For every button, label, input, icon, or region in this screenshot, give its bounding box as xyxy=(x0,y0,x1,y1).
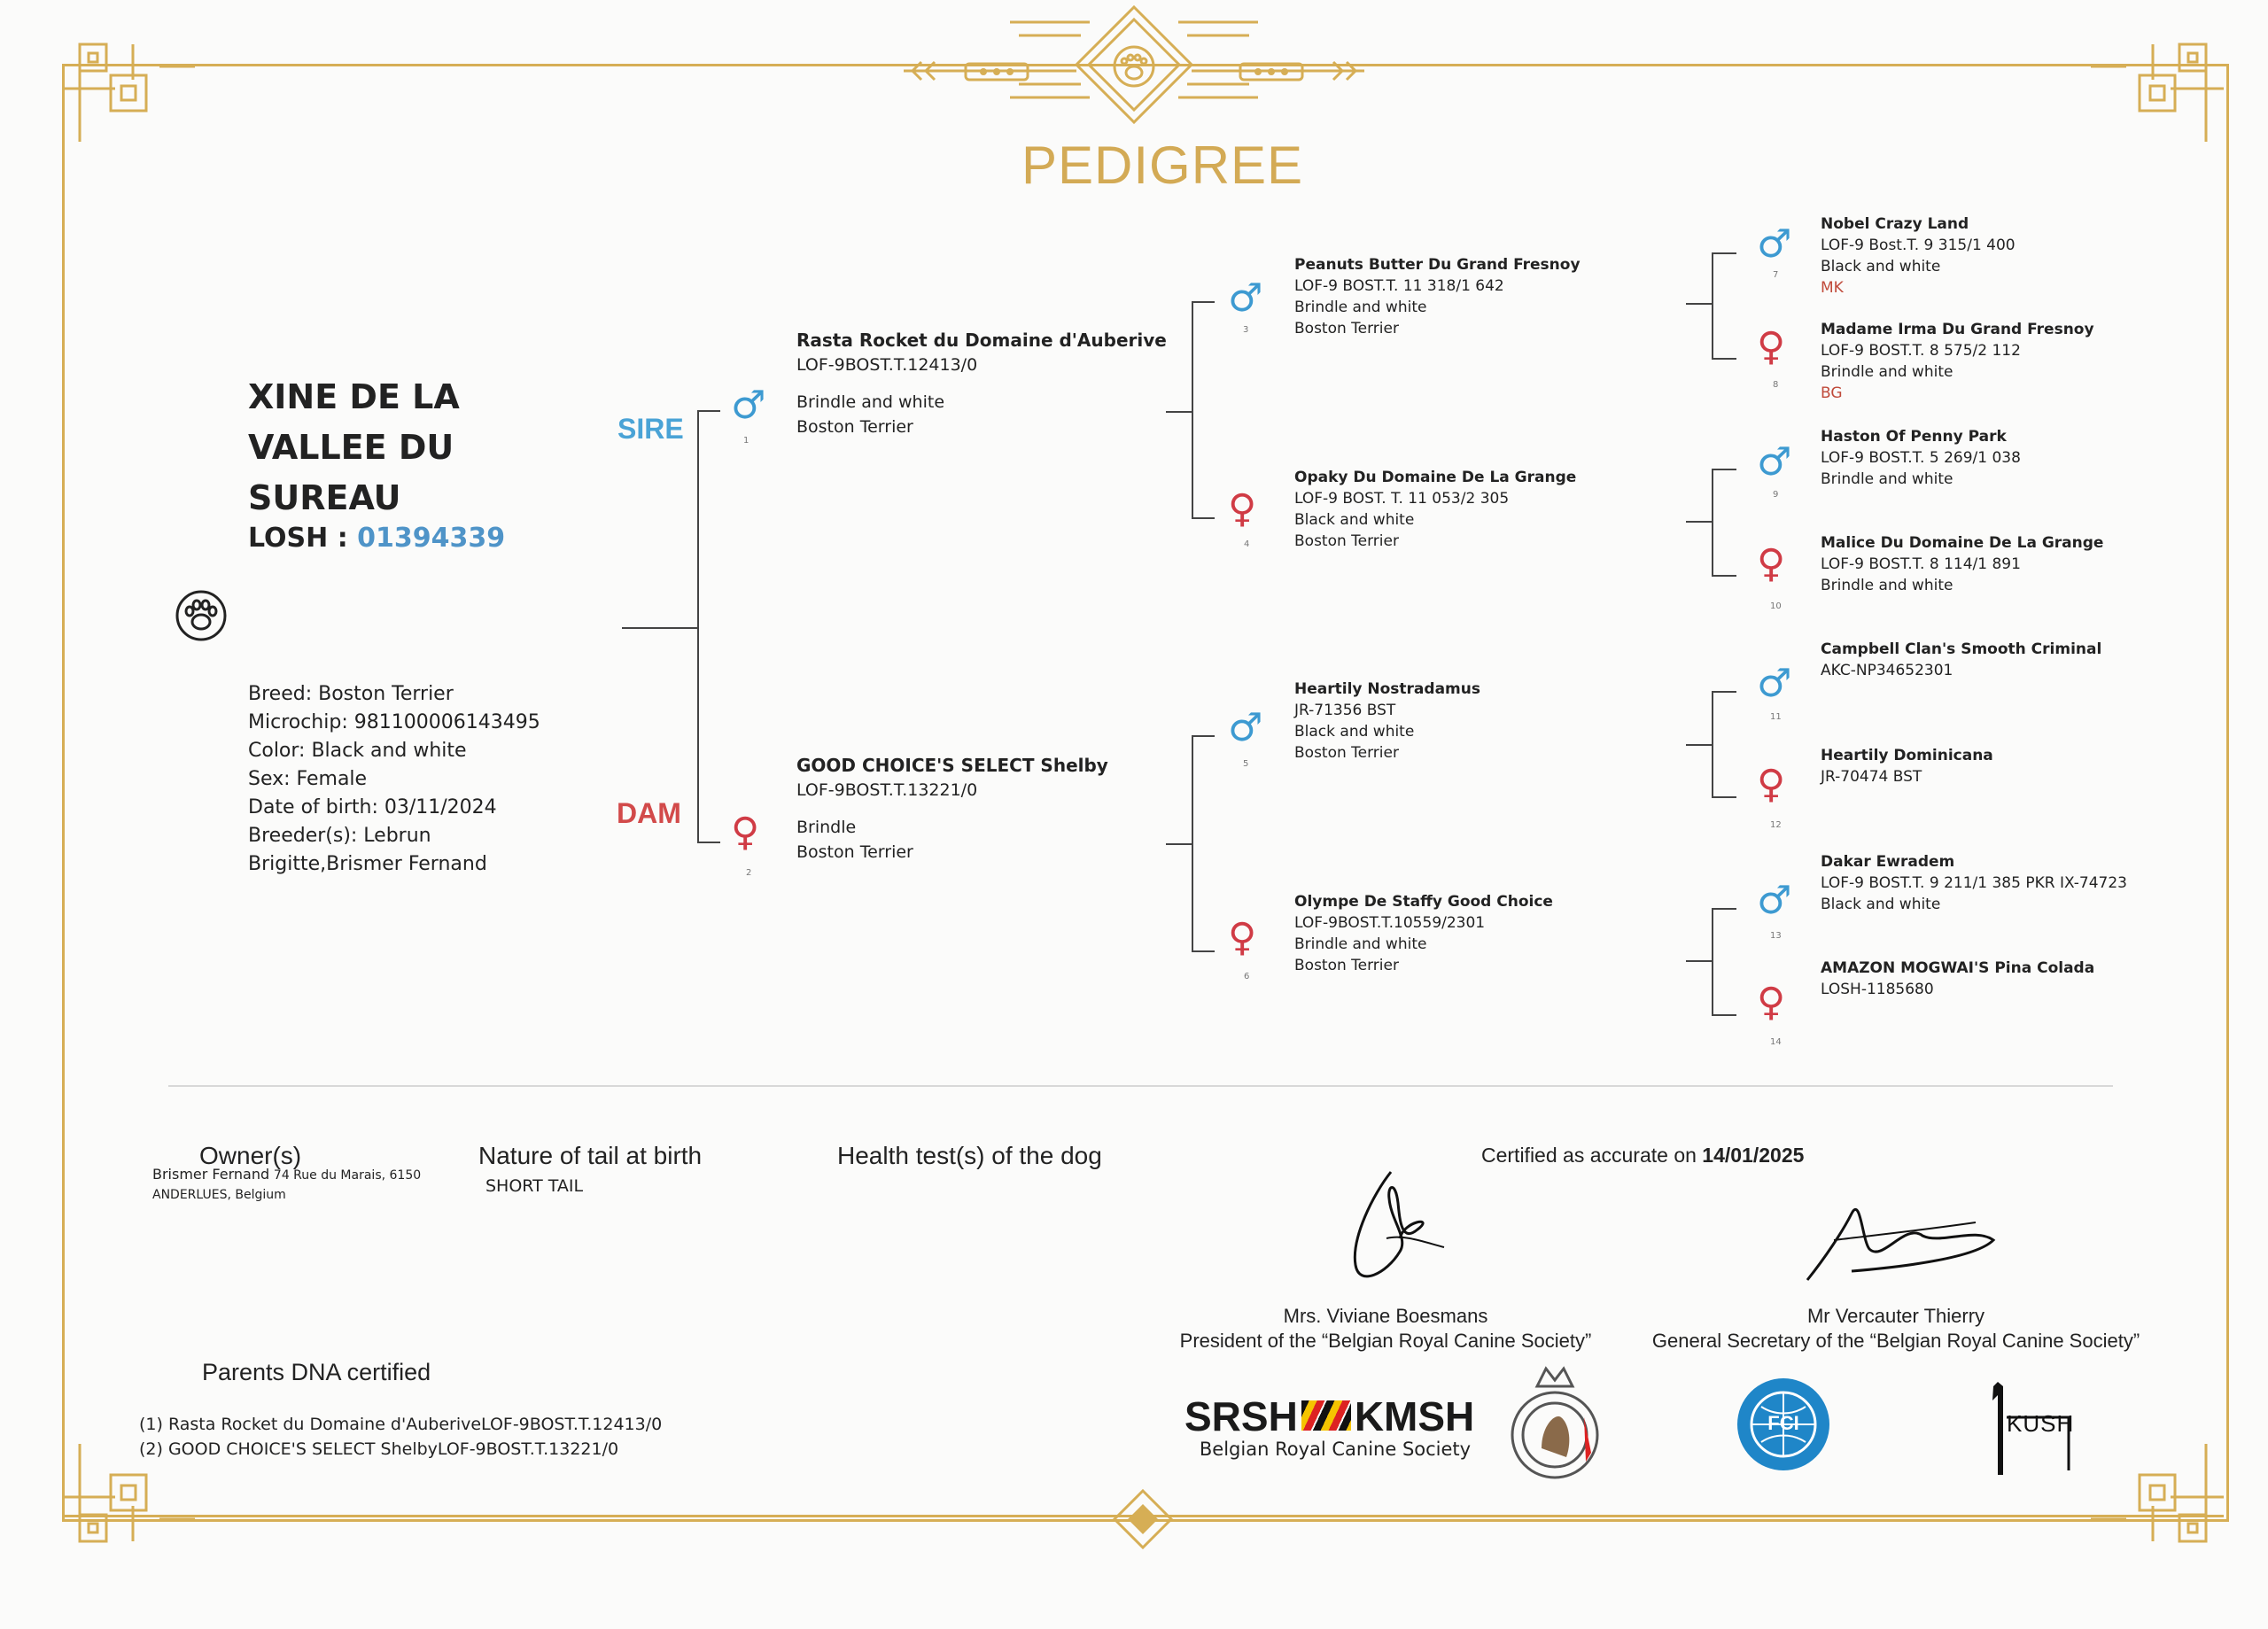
pedigree-index: 6 xyxy=(1244,972,1250,981)
tree-line xyxy=(1712,908,1736,910)
parent-sire xyxy=(796,328,1167,439)
pedigree-index: 1 xyxy=(743,436,750,446)
female-icon: ♀ xyxy=(731,810,760,855)
bottom-diamond-ornament xyxy=(1112,1488,1174,1550)
great-grandparent xyxy=(1821,639,2101,681)
tree-line xyxy=(1192,735,1215,737)
dog-color: Black and white xyxy=(1821,258,1941,275)
sire-label: SIRE xyxy=(617,413,684,445)
female-icon: ♀ xyxy=(1757,541,1786,586)
signatory-title: General Secretary of the “Belgian Royal Canine Society” xyxy=(1651,1330,2140,1352)
female-icon: ♀ xyxy=(1757,762,1786,807)
dog-breed: Boston Terrier xyxy=(796,842,913,862)
dna-line-1: (1) Rasta Rocket du Domaine d'AuberiveLOF-9BOST.T.12413/0 xyxy=(139,1415,663,1434)
tree-line xyxy=(1192,735,1193,951)
grandparent xyxy=(1294,467,1576,552)
tree-line xyxy=(1712,575,1736,577)
kmsh-text: KMSH xyxy=(1354,1393,1475,1439)
losh-value: 01394339 xyxy=(357,523,506,554)
dog-color: Brindle and white xyxy=(1821,577,1953,594)
belgian-flag-stripes-icon xyxy=(1301,1400,1351,1431)
parent-dam xyxy=(796,753,1108,865)
male-icon: ♂ xyxy=(1757,439,1792,485)
tree-line xyxy=(1192,950,1215,952)
tree-line xyxy=(1686,744,1713,746)
dog-registration: LOSH-1185680 xyxy=(1821,981,1934,998)
grandparent xyxy=(1294,891,1553,976)
pedigree-index: 4 xyxy=(1244,539,1250,549)
tree-line xyxy=(1686,960,1713,962)
male-icon: ♂ xyxy=(1228,705,1263,750)
male-icon: ♂ xyxy=(1757,221,1792,267)
dog-name: AMAZON MOGWAI'S Pina Colada xyxy=(1821,959,2095,977)
tree-line xyxy=(1192,301,1193,518)
great-grandparent xyxy=(1821,958,2094,1000)
signature-secretary xyxy=(1798,1187,2002,1293)
dog-registration: LOF-9 BOST.T. 9 211/1 385 PKR IX-74723 xyxy=(1821,874,2127,892)
dog-name: XINE DE LA VALLEE DU SUREAU xyxy=(248,377,460,517)
dog-name: Dakar Ewradem xyxy=(1821,853,1955,871)
tree-line xyxy=(1192,301,1215,303)
dog-title: BG xyxy=(1821,384,1843,402)
tree-line xyxy=(1712,252,1736,254)
signatory-name: Mr Vercauter Thierry xyxy=(1806,1305,1985,1327)
signatory-secretary xyxy=(1639,1304,2153,1354)
fci-label: FCI xyxy=(1767,1412,1799,1434)
royal-seal-icon xyxy=(1506,1364,1604,1488)
pedigree-index: 7 xyxy=(1773,270,1779,280)
signatory-title: President of the “Belgian Royal Canine Society” xyxy=(1179,1330,1592,1352)
srsh-subtitle: Belgian Royal Canine Society xyxy=(1199,1439,1472,1460)
dog-name: Haston Of Penny Park xyxy=(1821,428,2007,446)
dog-registration: LOF-9 BOST.T. 8 114/1 891 xyxy=(1821,555,2021,573)
corner-ornament-top-left xyxy=(35,27,195,151)
color: Color: Black and white xyxy=(248,740,467,762)
dog-registration: LOF-9 BOST.T. 11 318/1 642 xyxy=(1294,277,1504,295)
microchip: Microchip: 981100006143495 xyxy=(248,711,540,733)
health-heading: Health test(s) of the dog xyxy=(837,1142,1102,1169)
tree-line xyxy=(697,410,720,412)
dog-name: Campbell Clan's Smooth Criminal xyxy=(1821,640,2102,658)
dog-registration: LOF-9 BOST.T. 5 269/1 038 xyxy=(1821,449,2021,467)
female-icon: ♀ xyxy=(1757,980,1786,1025)
dna-heading: Parents DNA certified xyxy=(202,1359,431,1385)
losh-number xyxy=(248,523,505,554)
great-grandparent xyxy=(1821,426,2021,490)
breed: Breed: Boston Terrier xyxy=(248,683,454,705)
dog-breed: Boston Terrier xyxy=(796,417,913,437)
dog-registration: JR-71356 BST xyxy=(1294,702,1396,719)
kush-label: KUSH xyxy=(2007,1410,2075,1437)
dog-name: GOOD CHOICE'S SELECT Shelby xyxy=(796,755,1108,776)
dog-registration: LOF-9BOST.T.13221/0 xyxy=(796,780,978,800)
dog-info xyxy=(248,680,540,879)
paw-icon xyxy=(174,588,229,643)
dog-name: Nobel Crazy Land xyxy=(1821,215,1969,233)
srsh-kmsh-logo xyxy=(1184,1392,1486,1460)
tree-line xyxy=(697,842,720,843)
dog-name: Olympe De Staffy Good Choice xyxy=(1294,893,1553,911)
owner-heading: Owner(s) xyxy=(199,1142,302,1169)
dog-registration: LOF-9BOST.T.10559/2301 xyxy=(1294,914,1486,932)
dog-color: Brindle and white xyxy=(1294,299,1427,316)
dog-registration: AKC-NP34652301 xyxy=(1821,662,1953,679)
dog-breed: Boston Terrier xyxy=(1294,744,1399,762)
dog-color: Brindle and white xyxy=(1294,935,1427,953)
dog-color: Brindle xyxy=(796,818,857,837)
tree-line xyxy=(1712,796,1736,798)
grandparent xyxy=(1294,254,1581,339)
dog-name: Opaky Du Domaine De La Grange xyxy=(1294,469,1577,486)
dog-registration: LOF-9 BOST. T. 11 053/2 305 xyxy=(1294,490,1510,508)
dog-breed: Boston Terrier xyxy=(1294,957,1399,974)
pedigree-index: 8 xyxy=(1773,380,1779,390)
dog-breed: Boston Terrier xyxy=(1294,320,1399,337)
signatory-name: Mrs. Viviane Boesmans xyxy=(1283,1305,1488,1327)
pedigree-index: 14 xyxy=(1770,1037,1782,1047)
female-icon: ♀ xyxy=(1757,324,1786,369)
dog-name: Heartily Nostradamus xyxy=(1294,680,1480,698)
tree-line xyxy=(697,410,699,842)
tree-line xyxy=(1712,691,1713,797)
dog-color: Brindle and white xyxy=(1821,363,1953,381)
tree-line xyxy=(1712,691,1736,693)
owner-address: 74 Rue du Marais, 6150 xyxy=(273,1168,422,1183)
dog-color: Brindle and white xyxy=(796,392,945,412)
corner-ornament-bottom-right xyxy=(2091,1435,2250,1559)
dog-color: Brindle and white xyxy=(1821,470,1953,488)
dog-name: Malice Du Domaine De La Grange xyxy=(1821,534,2104,552)
signatory-president xyxy=(1164,1304,1607,1354)
dog-registration: LOF-9BOST.T.12413/0 xyxy=(796,355,978,375)
dog-name: Heartily Dominicana xyxy=(1821,747,1993,764)
dog-name: Rasta Rocket du Domaine d'Auberive xyxy=(796,330,1167,351)
tree-line xyxy=(622,627,698,629)
great-grandparent xyxy=(1821,745,1993,787)
owner-city: ANDERLUES, Belgium xyxy=(152,1188,286,1202)
great-grandparent xyxy=(1821,851,2127,915)
pedigree-index: 5 xyxy=(1243,759,1249,769)
grandparent xyxy=(1294,679,1480,764)
tree-line xyxy=(1166,843,1192,845)
dam-label: DAM xyxy=(617,797,681,829)
female-icon: ♀ xyxy=(1228,486,1257,531)
dog-registration: LOF-9 BOST.T. 8 575/2 112 xyxy=(1821,342,2021,360)
certified-date: 14/01/2025 xyxy=(1702,1144,1805,1167)
tree-line xyxy=(1712,358,1736,360)
certified-line xyxy=(1481,1144,1804,1167)
great-grandparent xyxy=(1821,532,2103,596)
section-divider xyxy=(168,1085,2113,1087)
tail-value: SHORT TAIL xyxy=(485,1176,584,1196)
male-icon: ♂ xyxy=(1228,275,1263,321)
tree-line xyxy=(1712,1014,1736,1016)
dog-breed: Boston Terrier xyxy=(1294,532,1399,550)
tree-line xyxy=(1712,469,1736,470)
pedigree-index: 9 xyxy=(1773,490,1779,500)
dog-name: Madame Irma Du Grand Fresnoy xyxy=(1821,321,2094,338)
tail-heading: Nature of tail at birth xyxy=(478,1142,703,1169)
male-icon: ♂ xyxy=(1757,661,1792,706)
tree-line xyxy=(1712,908,1713,1015)
pedigree-index: 2 xyxy=(746,868,752,878)
owner-name-text: Brismer Fernand xyxy=(152,1166,270,1183)
male-icon: ♂ xyxy=(731,383,766,428)
dog-registration: LOF-9 Bost.T. 9 315/1 400 xyxy=(1821,237,2016,254)
tree-line xyxy=(1192,517,1215,519)
female-icon: ♀ xyxy=(1228,915,1257,960)
tree-line xyxy=(1686,521,1713,523)
corner-ornament-top-right xyxy=(2091,27,2250,151)
losh-label: LOSH : xyxy=(248,523,348,554)
male-icon: ♂ xyxy=(1757,878,1792,923)
dog-registration: JR-70474 BST xyxy=(1821,768,1922,786)
pedigree-index: 10 xyxy=(1770,601,1782,611)
pedigree-index: 12 xyxy=(1770,820,1782,830)
tree-line xyxy=(1712,252,1713,359)
dog-color: Black and white xyxy=(1294,723,1415,741)
great-grandparent xyxy=(1821,319,2094,404)
great-grandparent xyxy=(1821,213,2016,299)
pedigree-index: 3 xyxy=(1243,325,1249,335)
tree-line xyxy=(1166,411,1192,413)
dog-color: Black and white xyxy=(1294,511,1415,529)
dna-line-2: (2) GOOD CHOICE'S SELECT ShelbyLOF-9BOST.T.13221/0 xyxy=(139,1439,619,1459)
dog-color: Black and white xyxy=(1821,896,1941,913)
date-of-birth: Date of birth: 03/11/2024 xyxy=(248,796,497,818)
dog-name: Peanuts Butter Du Grand Fresnoy xyxy=(1294,256,1581,274)
srsh-text: SRSH xyxy=(1184,1393,1298,1439)
dog-title: MK xyxy=(1821,279,1844,297)
paw-icon xyxy=(1115,47,1153,86)
owner-name xyxy=(152,1165,421,1185)
signature-president xyxy=(1338,1167,1471,1292)
breeder-line-1: Breeder(s): Lebrun xyxy=(248,825,431,847)
tree-line xyxy=(1712,469,1713,576)
pedigree-index: 11 xyxy=(1770,712,1782,722)
tree-line xyxy=(1686,303,1713,305)
sex: Sex: Female xyxy=(248,768,368,790)
header-ornament xyxy=(886,0,1382,133)
certified-prefix: Certified as accurate on xyxy=(1481,1144,1697,1167)
pedigree-index: 13 xyxy=(1770,931,1782,941)
page-title: PEDIGREE xyxy=(1021,136,1304,195)
breeder-line-2: Brigitte,Brismer Fernand xyxy=(248,853,487,875)
